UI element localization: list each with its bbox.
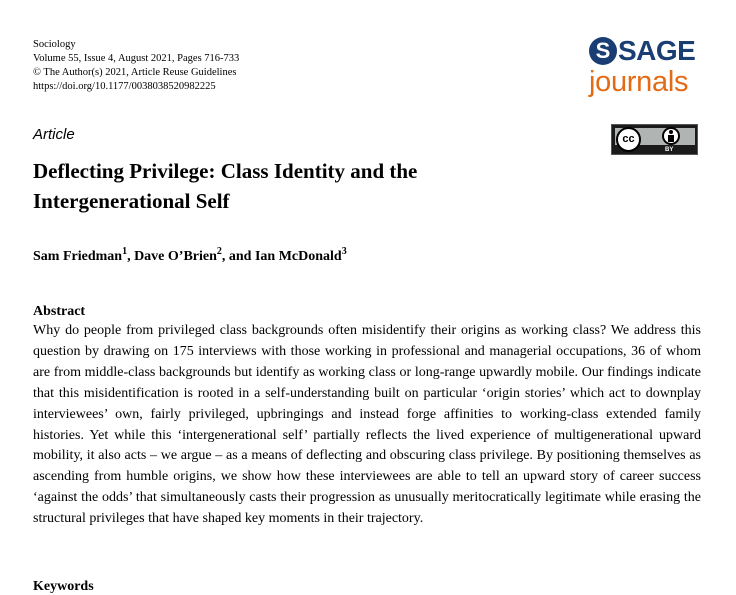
author-name[interactable]: Ian McDonald <box>254 249 342 264</box>
author-affiliation-marker[interactable]: 2 <box>216 246 222 257</box>
creative-commons-by-icon[interactable] <box>611 124 698 155</box>
sage-journals-logo[interactable] <box>589 36 701 102</box>
sage-wordmark: SAGE <box>618 35 696 66</box>
author-list <box>33 248 347 266</box>
attribution-person-icon <box>662 127 680 145</box>
author-separator: , and <box>221 249 255 264</box>
sage-s-icon: S <box>589 37 617 65</box>
author-separator: , <box>127 249 135 264</box>
author-name[interactable]: Dave O’Brien <box>134 249 217 264</box>
journals-wordmark: journals <box>589 66 689 98</box>
author-affiliation-marker[interactable]: 1 <box>122 246 128 257</box>
sage-logo-top <box>589 36 701 66</box>
journal-doi[interactable]: https://doi.org/10.1177/0038038520982225 <box>33 81 216 92</box>
cc-icon: cc <box>616 127 641 152</box>
journal-volume: Volume 55, Issue 4, August 2021, Pages 716-733 <box>33 53 240 64</box>
article-type-label: Article <box>33 126 75 143</box>
author-affiliation-marker[interactable]: 3 <box>341 246 347 257</box>
abstract-text: Why do people from privileged class backgrounds often misidentify their origins as working class? We address this question by drawing on 175 interviews with those working in professional and managerial occupations, 36 of whom are from middle-class backgrounds but identify as working class or long-range upwardly mobile. Our findings indicate that this misidentification is rooted in a self-understanding built on particular ‘origin stories’ which act to downplay interviewees’ own, fairly privileged, upbringings and instead forge affinities to working-class extended family histories. Yet while this ‘intergenerational self’ partially reflects the lived experience of multigenerational upward mobility, it also acts – we argue – as a means of deflecting and obscuring class privilege. By positioning themselves as ascending from humble origins, we show how these interviewees are able to tell an upward story of career success ‘against the odds’ that simultaneously casts their progression as unusually meritocratically legitimate while erasing the structural privileges that have shaped key moments in their trajectory. <box>33 323 701 527</box>
journal-copyright[interactable]: © The Author(s) 2021, Article Reuse Guidelines <box>33 67 237 78</box>
journal-name: Sociology <box>33 39 76 50</box>
journal-metadata <box>33 38 239 94</box>
by-label: BY <box>665 147 674 153</box>
abstract-heading: Abstract <box>33 304 86 319</box>
author-name[interactable]: Sam Friedman <box>33 249 123 264</box>
article-title: Deflecting Privilege: Class Identity and the Intergenerational Self <box>33 159 418 213</box>
keywords-heading: Keywords <box>33 579 94 594</box>
